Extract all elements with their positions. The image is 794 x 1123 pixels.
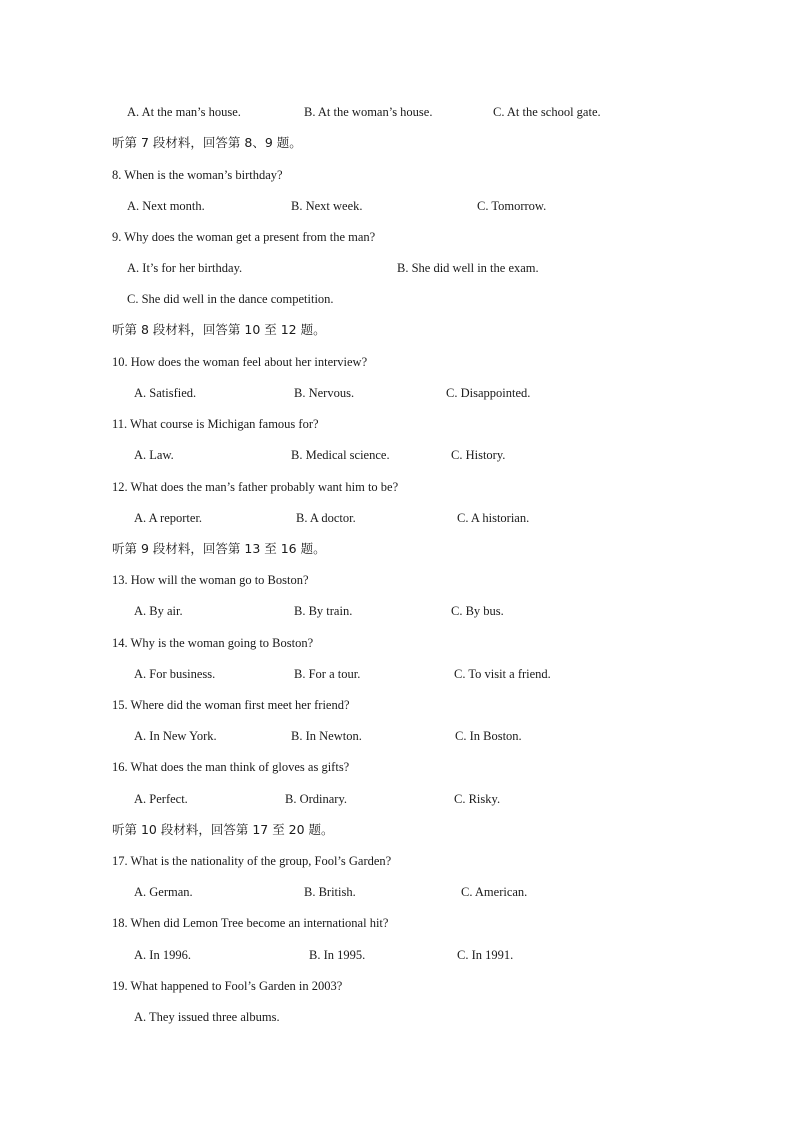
option-b: B. Ordinary. [285,792,348,806]
option-c: C. Disappointed. [446,386,531,400]
option-a: A. In 1996. [134,948,191,962]
option-a: A. Law. [134,448,174,462]
option-b: B. She did well in the exam. [397,261,539,275]
option-c: C. American. [461,885,528,899]
option-a: A. Next month. [127,199,205,213]
option-b: B. A doctor. [296,511,356,525]
option-a: A. Satisfied. [134,386,197,400]
option-b: B. Nervous. [294,386,355,400]
option-b: B. In 1995. [309,948,366,962]
option-b: B. By train. [294,604,353,618]
option-a: A. They issued three albums. [134,1010,280,1024]
option-c: C. Tomorrow. [477,199,547,213]
option-a: A. A reporter. [134,511,203,525]
option-a: A. Perfect. [134,792,188,806]
option-c: C. To visit a friend. [454,667,551,681]
option-c: C. At the school gate. [493,105,601,119]
option-a: A. It’s for her birthday. [127,261,243,275]
option-b: B. In Newton. [291,729,362,743]
option-b: B. For a tour. [294,667,361,681]
option-b: B. British. [304,885,356,899]
option-b: B. At the woman’s house. [304,105,433,119]
option-c: C. In 1991. [457,948,514,962]
option-c: C. A historian. [457,511,530,525]
option-a: A. For business. [134,667,216,681]
option-c: C. She did well in the dance competition. [127,292,334,306]
option-a: A. In New York. [134,729,217,743]
option-c: C. Risky. [454,792,501,806]
option-b: B. Next week. [291,199,363,213]
option-c: C. History. [451,448,506,462]
option-c: C. In Boston. [455,729,522,743]
option-a: A. By air. [134,604,183,618]
option-a: A. German. [134,885,193,899]
option-a: A. At the man’s house. [127,105,241,119]
document-page: A. At the man’s house. B. At the woman’s house. C. At the school gate. 听第 7 段材料，回答第 8、9 题。 8. When is the woman’s birthday? A. Next month. B. Next week. C. Tomorrow. 9. Why does the woman get a present from the man? A. It’s for her birthday. B. She did well in the exam. C. She did well in the dance competition. 听第 8 段材料，回答第 10 至 12 题。 10. How does the woman feel about her interview? A. Satisfied. B. Nervous. C. Disappointed. 11. What course is Michigan famous for? A. Law. B. Medical science. C. History. 12. What does the man’s father probably want him to be? A. A reporter. B. A doctor. C. A historian. 听第 9 段材料，回答第 13 至 16 题。 13. How will the woman go to Boston? A. By air. B. By train. C. By bus. 14. Why is the woman going to Boston? A. For business. B. For a tour. C. To visit a friend. 15. Where did the woman first meet her friend? A. In New York. B. In Newton. C. In Boston. 16. What does the man think of gloves as gifts? A. Perfect. B. Ordinary. C. Risky. 听第 10 段材料，回答第 17 至 20 题。 17. What is the nationality of the group, Fool’s Garden? A. German. B. British. C. American. 18. When did Lemon Tree become an international hit? A. In 1996. B. In 1995. C. In 1991. 19. What happened to Fool’s Garden in 2003? A. They issued three albums. [0,0,794,1123]
option-c: C. By bus. [451,604,504,618]
option-b: B. Medical science. [291,448,390,462]
